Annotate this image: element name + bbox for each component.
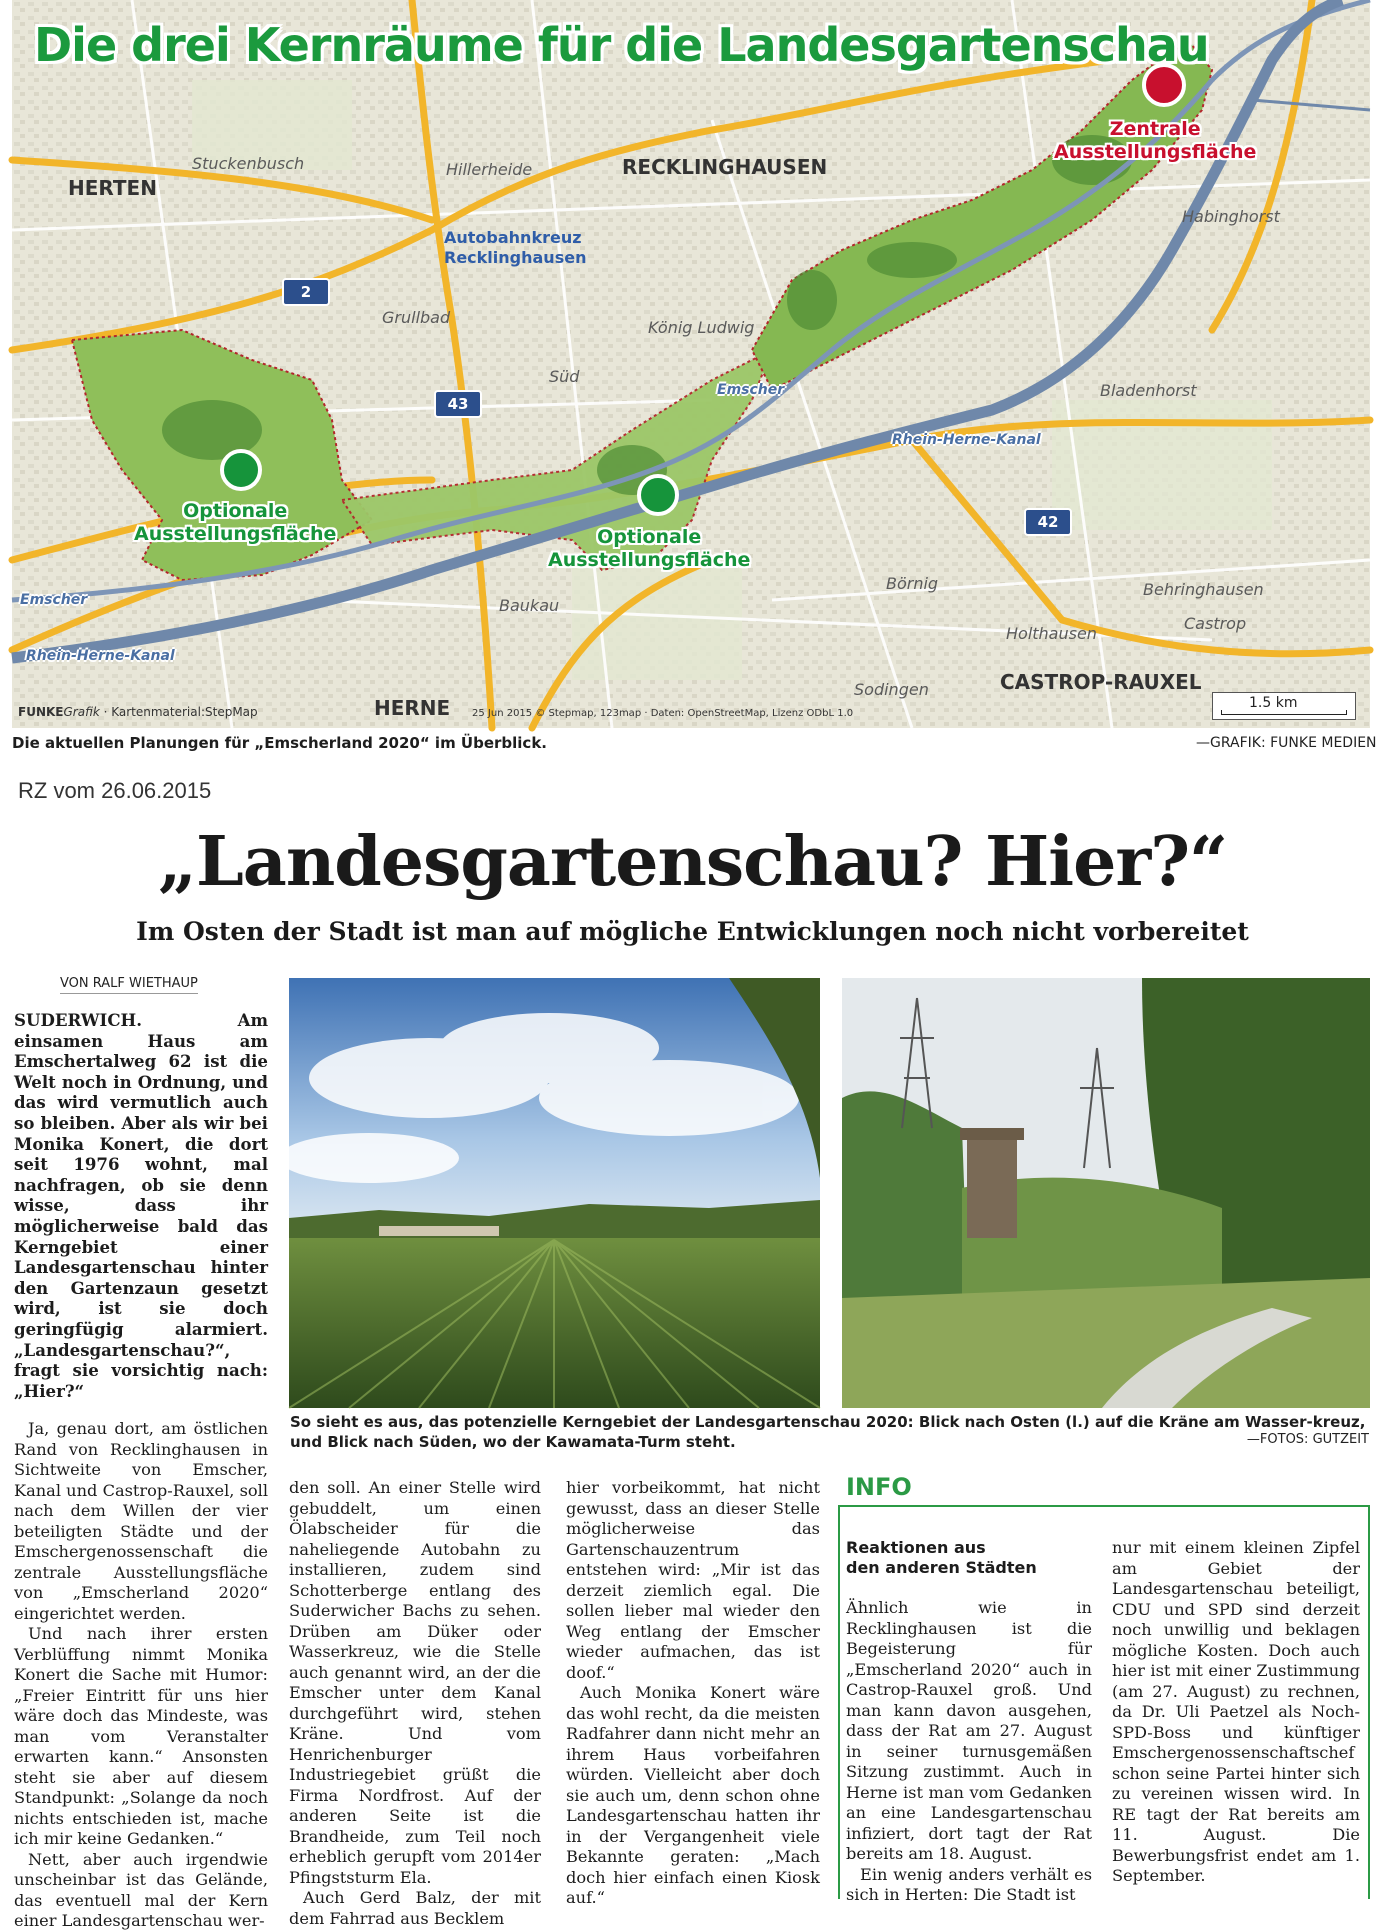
scale-bar: 1.5 km: [1212, 692, 1356, 720]
motorway-shield-a2: 2: [282, 278, 330, 306]
city-label-herten: HERTEN: [68, 176, 157, 200]
article-paragraph: Und nach ihrer ersten Verblüffung nimmt Monika Konert die Sache mit Humor: „Freier Eintritt für uns hier wäre doch das Mindeste, was man vom Veranstalter erwarten kann.“ Ansonsten steht sie aber auf diesem Standpunkt: „Solange da noch nichts entschieden ist, mache ich mir keine Gedanken.“: [14, 1624, 268, 1849]
marker-label-optional-west: Optionale Ausstellungsfläche: [134, 500, 337, 545]
photo-kawamata-tower: [842, 978, 1370, 1408]
map-caption: Die aktuellen Planungen für „Emscherland 2020“ im Überblick.: [12, 734, 547, 752]
article-lead: SUDERWICH. Am einsamen Haus am Emschertalweg 62 ist die Welt noch in Ordnung, und das wird vermutlich auch so bleiben. Aber als wir bei Monika Konert, die dort seit 1976 wohnt, mal nachfragen, ob sie denn wisse, dass ihr möglicherweise bald das Kerngebiet einer Landesgartenschau hinter den Gartenzaun gesetzt wird, ist sie doch geringfügig alarmiert. „Landesgartenschau?“, fragt sie vorsichtig nach: „Hier?“: [14, 1010, 268, 1401]
label-emscher-mid: Emscher: [717, 382, 785, 398]
info-paragraph: nur mit einem kleinen Zipfel am Gebiet der Landesgartenschau beteiligt, CDU und SPD sind derzeit noch unwillig und beklagen mögliche Kosten. Doch auch hier ist mit einer Zustimmung (am 27. August) zu rechnen, da Dr. Uli Paetzel als Noch-SPD-Boss und künftiger Emschergenossenschaftschef schon seine Partei hinter sich zu vereinen wissen wird. In RE tagt der Rat bereits am 11. August. Die Bewerbungsfrist endet am 1. September.: [1112, 1538, 1360, 1885]
article-paragraph: Ja, genau dort, am östlichen Rand von Recklinghausen in Sichtweite von Emscher, Kanal und Castrop-Rauxel, soll nach dem Willen der vier beteiligten Städte und der Emschergenossenschaft die zentrale Ausstellungsfläche von „Emscherland 2020“ eingerichtet werden.: [14, 1419, 268, 1623]
article-paragraph: Auch Monika Konert wäre das wohl recht, da die meisten Radfahrer dann nicht mehr an ihrem Haus vorbeifahren würden. Vielleicht aber doch sie auch um, denn schon ohne Landesgartenschau hatten ihr in der Vergangenheit viele Bekannte geraten: „Mach doch hier einfach einen Kiosk auf.“: [566, 1683, 820, 1907]
place-holthausen: Holthausen: [1006, 624, 1097, 643]
place-bladenhorst: Bladenhorst: [1100, 381, 1197, 400]
city-label-herne: HERNE: [374, 696, 451, 720]
article-paragraph: Nett, aber auch irgendwie unscheinbar ist das Gelände, das eventuell mal der Kern einer Landesgartenschau wer-: [14, 1849, 268, 1931]
info-paragraph: Ein wenig anders verhält es sich in Herten: Die Stadt ist: [846, 1864, 1092, 1904]
city-label-recklinghausen: RECKLINGHAUSEN: [622, 155, 828, 179]
article-column-2: [289, 1478, 541, 1928]
photo-caption: So sieht es aus, das potenzielle Kerngebiet der Landesgartenschau 2020: Blick nach Osten (l.) auf die Kräne am Wasser-kreuz, und Blick nach Süden, wo der Kawamata-Turm steht.: [290, 1413, 1366, 1451]
info-column-2: [1112, 1538, 1360, 1899]
map-credit-small: 25 Jun 2015 © Stepmap, 123map · Daten: OpenStreetMap, Lizenz ODbL 1.0: [472, 708, 854, 719]
map-credit: FUNKEGrafik · Kartenmaterial:StepMap: [18, 705, 258, 719]
marker-label-optional-mid: Optionale Ausstellungsfläche: [548, 526, 751, 571]
subheadline: Im Osten der Stadt ist man auf mögliche Entwicklungen noch nicht vorbereitet: [136, 917, 1249, 946]
article-paragraph: den soll. An einer Stelle wird gebuddelt, um einen Ölabscheider für die naheliegende Autobahn zu installieren, zudem sind Schotterberge entlang des Suderwicher Bachs zu sehen. Drüben am Düker oder Wasserkreuz, wie die Stelle auch genannt wird, an der die Emscher unter dem Kanal durchgeführt wird, stehen Kräne. Und vom Henrichenburger Industriegebiet grüßt die Firma Nordfrost. Auf der anderen Seite ist die Brandheide, zum Teil noch erheblich gerupft vom 2014er Pfingststurm Ela.: [289, 1478, 541, 1887]
photo-cornfield: [289, 978, 820, 1408]
place-baukau: Baukau: [499, 596, 560, 615]
info-column-1: [846, 1598, 1092, 1904]
photo-credit: —FOTOS: GUTZEIT: [1246, 1432, 1369, 1447]
map-credit-line: —GRAFIK: FUNKE MEDIEN: [1196, 735, 1377, 751]
article-paragraph: Auch Gerd Balz, der mit dem Fahrrad aus Becklem: [289, 1888, 541, 1928]
motorway-shield-a42: 42: [1024, 508, 1072, 536]
label-rhein-herne-kanal-east: Rhein-Herne-Kanal: [892, 432, 1041, 448]
place-koenig-ludwig: König Ludwig: [648, 318, 755, 337]
label-emscher-west: Emscher: [20, 592, 88, 608]
label-rhein-herne-kanal-west: Rhein-Herne-Kanal: [26, 648, 175, 664]
map-drawing: [12, 0, 1370, 728]
place-behringhausen: Behringhausen: [1143, 580, 1264, 599]
article-column-3: [566, 1478, 820, 1907]
article-column-1: [14, 1010, 268, 1931]
place-sued: Süd: [549, 367, 580, 386]
info-paragraph: Ähnlich wie in Recklinghausen ist die Begeisterung für „Emscherland 2020“ auch in Castrop-Rauxel groß. Und man kann davon ausgehen, dass der Rat am 27. August in seiner turnusgemäßen Sitzung zustimmt. Auch in Herne ist man vom Gedanken an eine Landesgartenschau infiziert, dort tagt der Rat bereits am 18. August.: [846, 1598, 1092, 1863]
motorway-shield-a43: 43: [434, 390, 482, 418]
headline: „Landesgartenschau? Hier?“: [157, 822, 1228, 902]
info-box-title: Reaktionen aus den anderen Städten: [846, 1538, 1037, 1577]
place-hillerheide: Hillerheide: [446, 160, 533, 179]
source-note: RZ vom 26.06.2015: [18, 778, 212, 803]
place-sodingen: Sodingen: [854, 680, 929, 699]
marker-label-central: Zentrale Ausstellungsfläche: [1054, 118, 1257, 163]
byline: VON RALF WIETHAUP: [60, 976, 198, 994]
article-paragraph: hier vorbeikommt, hat nicht gewusst, dass an dieser Stelle möglicherweise das Gartenschauzentrum entstehen wird: „Mir ist das derzeit ziemlich egal. Die sollen lieber mal wieder den Weg entlang der Emscher wieder aufmachen, das ist doof.“: [566, 1478, 820, 1682]
map-title: Die drei Kernräume für die Landesgartenschau: [34, 18, 1209, 72]
info-box-label: INFO: [846, 1473, 912, 1501]
place-grullbad: Grullbad: [382, 308, 451, 327]
city-label-castrop-rauxel: CASTROP-RAUXEL: [1000, 670, 1202, 694]
place-habinghorst: Habinghorst: [1182, 207, 1280, 226]
overview-map: [12, 0, 1370, 728]
label-autobahnkreuz: Autobahnkreuz Recklinghausen: [444, 228, 587, 267]
place-boernig: Börnig: [886, 574, 939, 593]
place-castrop: Castrop: [1184, 614, 1247, 633]
place-stuckenbusch: Stuckenbusch: [192, 154, 305, 173]
